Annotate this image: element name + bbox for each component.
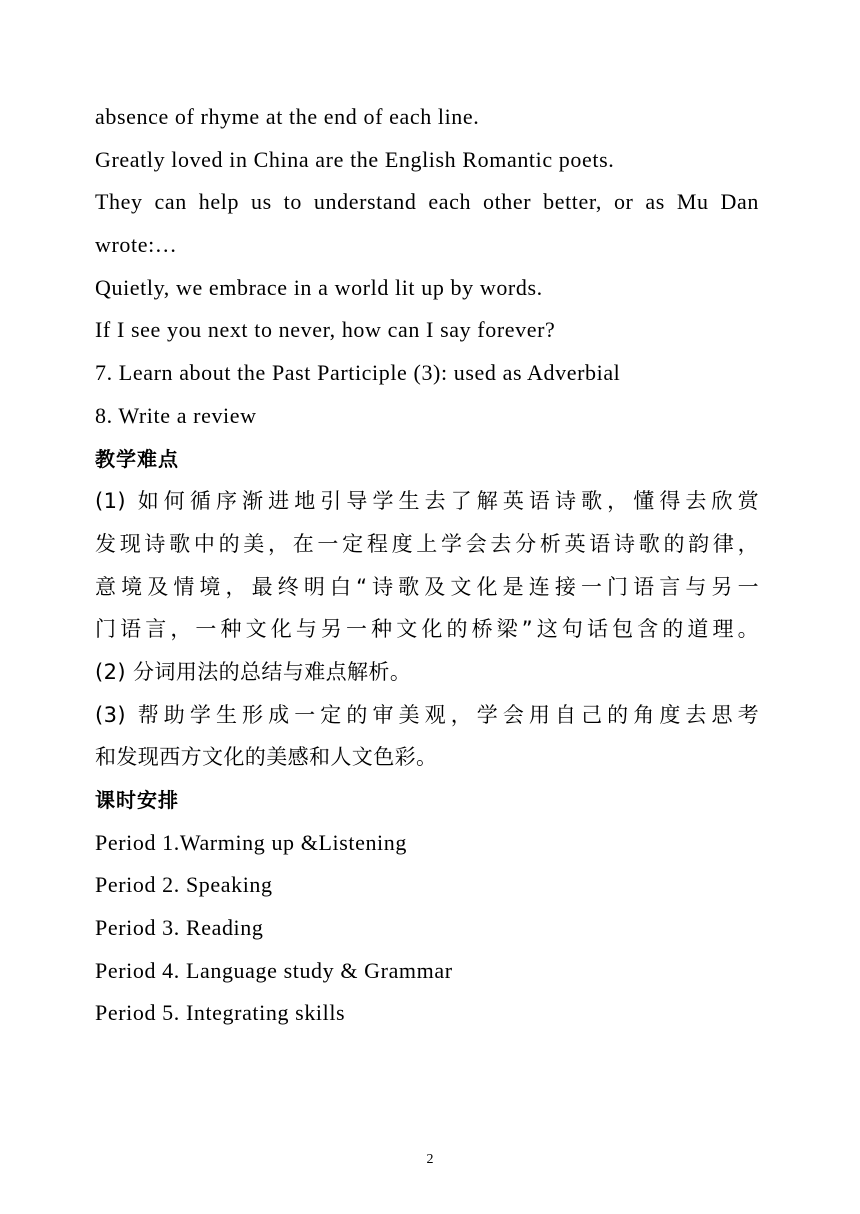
difficulty-line: (2) 分词用法的总结与难点解析。 bbox=[95, 659, 412, 684]
period-item: Period 5. Integrating skills bbox=[95, 1000, 346, 1026]
text-line: If I see you next to never, how can I say forever? bbox=[95, 317, 556, 343]
difficulty-line: 门语言，一种文化与另一种文化的桥梁”这句话包含的道理。 bbox=[95, 617, 759, 642]
schedule-heading: 课时安排 bbox=[95, 788, 179, 812]
text-line: 8. Write a review bbox=[95, 402, 257, 428]
period-item: Period 1.Warming up &Listening bbox=[95, 829, 407, 855]
difficulty-line: (1) 如何循序渐进地引导学生去了解英语诗歌，懂得去欣赏 bbox=[95, 489, 759, 514]
difficulties-heading: 教学难点 bbox=[95, 446, 179, 471]
difficulty-line: 意境及情境，最终明白“诗歌及文化是连接一门语言与另一 bbox=[95, 574, 759, 599]
text-line: absence of rhyme at the end of each line. bbox=[95, 104, 480, 129]
period-item: Period 4. Language study & Grammar bbox=[95, 957, 453, 983]
text-line: wrote:… bbox=[95, 232, 178, 258]
page-number: 2 bbox=[426, 1152, 434, 1167]
text-line: Quietly, we embrace in a world lit up by words. bbox=[95, 274, 543, 300]
text-line: They can help us to understand each other better, or as Mu Dan bbox=[95, 189, 759, 215]
period-item: Period 3. Reading bbox=[95, 915, 264, 941]
difficulty-line: 和发现西方文化的美感和人文色彩。 bbox=[95, 745, 438, 770]
page-content bbox=[95, 96, 759, 1035]
text-line: Greatly loved in China are the English Romantic poets. bbox=[95, 146, 615, 172]
difficulty-line: (3) 帮助学生形成一定的审美观，学会用自己的角度去思考 bbox=[95, 702, 759, 727]
text-line: 7. Learn about the Past Participle (3): used as Adverbial bbox=[95, 360, 621, 386]
period-item: Period 2. Speaking bbox=[95, 872, 273, 898]
difficulty-line: 发现诗歌中的美，在一定程度上学会去分析英语诗歌的韵律， bbox=[95, 531, 759, 556]
